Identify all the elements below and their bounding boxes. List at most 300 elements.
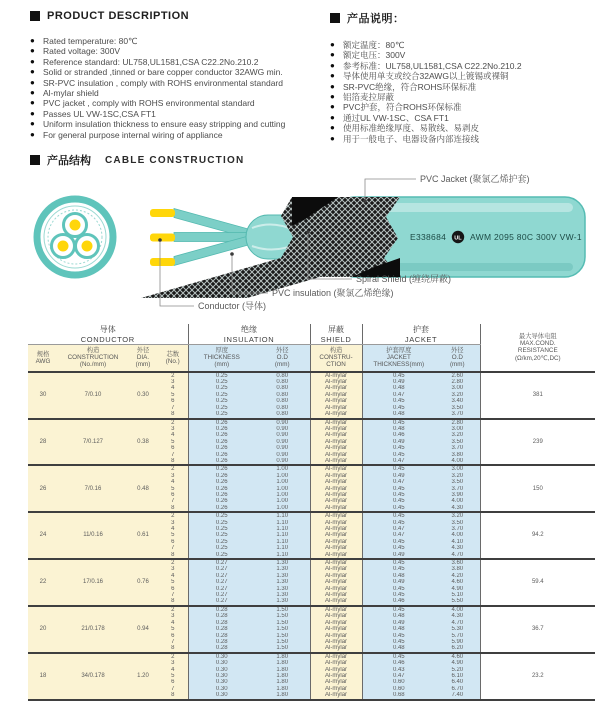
product-description-title-text: PRODUCT DESCRIPTION	[47, 10, 190, 22]
cell-ins-od: 1.50	[255, 620, 310, 626]
bullet-icon: ●	[30, 77, 35, 87]
cell-jacket-od: 3.70	[435, 445, 480, 451]
cell-ins-thickness: 0.27	[188, 573, 255, 579]
column-header-construction: 构造 CONSTRUCTION (No./mm)	[58, 345, 128, 372]
list-item-text: 通过UL VW-1SC、CSA FT1	[343, 112, 449, 123]
cell-ins-thickness: 0.28	[188, 645, 255, 652]
cell-construction: 7/0.10	[58, 372, 128, 419]
cell-cores: 5	[158, 626, 188, 632]
cell-jacket-od: 4.90	[435, 586, 480, 592]
cell-shield-construction: Al-mylar	[310, 465, 362, 472]
cell-jacket-thickness: 0.49	[362, 552, 435, 559]
list-item-text: 参考标准：UL758,UL1581,CSA C22.2No.210.2	[343, 60, 522, 71]
list-item	[330, 50, 603, 60]
cell-ins-od: 0.80	[255, 411, 310, 418]
marking-spec-text: AWM 2095 80C 300V VW-1	[470, 232, 582, 243]
spec-row	[28, 372, 595, 379]
cell-ins-od: 1.00	[255, 479, 310, 485]
cell-jacket-od: 3.00	[435, 385, 480, 391]
list-item	[330, 71, 603, 81]
cell-cores: 8	[158, 692, 188, 699]
cell-jacket-od: 2.80	[435, 379, 480, 385]
cell-ins-od: 1.10	[255, 520, 310, 526]
cell-cores: 8	[158, 598, 188, 605]
cell-jacket-thickness: 0.47	[362, 458, 435, 465]
column-header-jacket-thickness: 护套厚度 JACKET THICKNESS(mm)	[362, 345, 435, 372]
cell-cores: 7	[158, 405, 188, 411]
cell-ins-od: 0.80	[255, 405, 310, 411]
cell-ins-od: 0.90	[255, 452, 310, 458]
group-header-row	[28, 324, 595, 345]
cell-ins-thickness: 0.26	[188, 465, 255, 472]
cell-ins-thickness: 0.30	[188, 686, 255, 692]
cell-ins-od: 1.00	[255, 498, 310, 504]
cell-jacket-od: 3.20	[435, 392, 480, 398]
cell-cores: 2	[158, 419, 188, 426]
cell-shield-construction: Al-mylar	[310, 660, 362, 666]
bullet-icon: ●	[30, 46, 35, 56]
cell-ins-thickness: 0.26	[188, 432, 255, 438]
cell-awg: 24	[28, 512, 58, 559]
list-item-text: SR-PVC绝缘，符合ROHS环保标准	[343, 81, 477, 92]
list-item	[30, 67, 316, 77]
description-section	[0, 0, 603, 144]
column-header-awg: 规格 AWG	[28, 345, 58, 372]
cell-ins-thickness: 0.27	[188, 566, 255, 572]
cell-jacket-thickness: 0.49	[362, 620, 435, 626]
cell-ins-thickness: 0.28	[188, 626, 255, 632]
cell-cores: 3	[158, 473, 188, 479]
cell-jacket-od: 2.80	[435, 419, 480, 426]
cell-jacket-thickness: 0.45	[362, 419, 435, 426]
cell-ins-thickness: 0.27	[188, 598, 255, 605]
cell-jacket-od: 3.50	[435, 439, 480, 445]
wire-fan	[150, 209, 252, 267]
cell-cores: 6	[158, 633, 188, 639]
group-shield-en: SHIELD	[320, 335, 352, 345]
cable-construction-diagram	[0, 170, 603, 320]
cell-shield-construction: Al-mylar	[310, 667, 362, 673]
cell-jacket-od: 5.10	[435, 592, 480, 598]
spec-row	[28, 512, 595, 519]
group-insulation-zh: 绝缘	[241, 325, 258, 335]
resistance-header-line: (Ω/km,20℃,DC)	[514, 354, 561, 362]
list-item-text: PVC jacket , comply with ROHS environmental standard	[43, 98, 255, 109]
group-header-insulation	[188, 324, 310, 345]
cell-jacket-thickness: 0.60	[362, 686, 435, 692]
label-conductor: Conductor (导体)	[198, 301, 267, 312]
cell-ins-od: 0.80	[255, 385, 310, 391]
list-item	[330, 123, 603, 133]
cell-jacket-od: 4.30	[435, 545, 480, 551]
bullet-icon: ●	[330, 92, 335, 102]
cell-jacket-od: 4.10	[435, 539, 480, 545]
cell-ins-thickness: 0.26	[188, 473, 255, 479]
cell-shield-construction: Al-mylar	[310, 545, 362, 551]
cell-jacket-od: 4.00	[435, 458, 480, 465]
cell-jacket-thickness: 0.45	[362, 405, 435, 411]
cell-jacket-od: 5.30	[435, 626, 480, 632]
cell-jacket-od: 7.40	[435, 692, 480, 699]
cell-cores: 7	[158, 498, 188, 504]
square-bullet-icon	[30, 11, 40, 21]
column-header-shield-construction: 构造 CONSTRU- CTION	[310, 345, 362, 372]
cell-resistance: 94.2	[480, 512, 595, 559]
cell-shield-construction: Al-mylar	[310, 411, 362, 418]
cell-jacket-od: 3.80	[435, 452, 480, 458]
cell-shield-construction: Al-mylar	[310, 492, 362, 498]
cell-jacket-od: 3.20	[435, 512, 480, 519]
cell-ins-od: 1.10	[255, 552, 310, 559]
cell-ins-thickness: 0.30	[188, 660, 255, 666]
cell-resistance: 239	[480, 419, 595, 466]
cell-jacket-od: 4.70	[435, 620, 480, 626]
product-notes-list	[330, 40, 603, 144]
cell-shield-construction: Al-mylar	[310, 566, 362, 572]
cell-jacket-od: 4.00	[435, 498, 480, 504]
group-header-conductor	[28, 324, 188, 345]
cell-jacket-od: 4.30	[435, 505, 480, 512]
cell-ins-thickness: 0.25	[188, 398, 255, 404]
cell-jacket-od: 3.70	[435, 411, 480, 418]
cell-cores: 3	[158, 426, 188, 432]
cell-ins-thickness: 0.28	[188, 639, 255, 645]
cell-shield-construction: Al-mylar	[310, 639, 362, 645]
cell-ins-thickness: 0.25	[188, 379, 255, 385]
group-shield-zh: 屏蔽	[328, 325, 345, 335]
product-description-title	[30, 10, 316, 22]
cell-dia: 0.30	[128, 372, 158, 419]
group-conductor-zh: 导体	[99, 325, 116, 335]
cell-cores: 6	[158, 492, 188, 498]
cell-ins-thickness: 0.30	[188, 653, 255, 660]
cell-resistance: 381	[480, 372, 595, 419]
cell-cores: 7	[158, 686, 188, 692]
cell-cores: 7	[158, 452, 188, 458]
cell-shield-construction: Al-mylar	[310, 552, 362, 559]
cell-ins-thickness: 0.27	[188, 559, 255, 566]
bullet-icon: ●	[330, 60, 335, 70]
cell-jacket-thickness: 0.47	[362, 392, 435, 398]
cell-cores: 2	[158, 559, 188, 566]
cell-ins-od: 0.90	[255, 458, 310, 465]
cell-jacket-od: 6.70	[435, 686, 480, 692]
cell-ins-od: 1.00	[255, 492, 310, 498]
cell-jacket-thickness: 0.45	[362, 566, 435, 572]
cell-ins-od: 0.80	[255, 392, 310, 398]
list-item	[330, 92, 603, 102]
cell-shield-construction: Al-mylar	[310, 479, 362, 485]
bullet-icon: ●	[30, 36, 35, 45]
cell-cores: 6	[158, 586, 188, 592]
cell-jacket-od: 3.50	[435, 405, 480, 411]
cell-jacket-thickness: 0.46	[362, 660, 435, 666]
cell-cores: 3	[158, 379, 188, 385]
cell-shield-construction: Al-mylar	[310, 673, 362, 679]
cell-jacket-thickness: 0.48	[362, 426, 435, 432]
cell-cores: 6	[158, 445, 188, 451]
cell-ins-od: 0.90	[255, 439, 310, 445]
cell-ins-od: 1.30	[255, 586, 310, 592]
cell-cores: 5	[158, 579, 188, 585]
list-item-text: 额定电压：300V	[343, 50, 406, 61]
cell-ins-od: 1.50	[255, 639, 310, 645]
cell-ins-od: 1.00	[255, 473, 310, 479]
table-body	[28, 372, 595, 700]
list-item-text: Uniform insulation thickness to ensure easy stripping and cutting	[43, 119, 286, 130]
cell-jacket-thickness: 0.49	[362, 379, 435, 385]
bullet-icon: ●	[330, 123, 335, 133]
specification-table	[28, 324, 595, 701]
cell-shield-construction: Al-mylar	[310, 532, 362, 538]
list-item-text: Solid or stranded ,tinned or bare copper conductor 32AWG min.	[43, 67, 283, 78]
list-item-text: Rated voltage: 300V	[43, 46, 121, 57]
cell-cores: 3	[158, 613, 188, 619]
bullet-icon: ●	[330, 40, 335, 49]
product-description-list	[30, 36, 316, 140]
cell-ins-thickness: 0.25	[188, 526, 255, 532]
construction-title-zh: 产品结构	[47, 155, 91, 168]
list-item	[330, 113, 603, 123]
column-header-resistance	[480, 324, 595, 372]
cell-ins-od: 1.50	[255, 645, 310, 652]
cell-jacket-thickness: 0.45	[362, 498, 435, 504]
cell-shield-construction: Al-mylar	[310, 653, 362, 660]
cell-ins-od: 0.80	[255, 372, 310, 379]
cell-jacket-od: 4.60	[435, 579, 480, 585]
conductor-tip	[150, 258, 175, 266]
list-item	[330, 61, 603, 71]
cell-jacket-thickness: 0.45	[362, 465, 435, 472]
cell-jacket-thickness: 0.48	[362, 613, 435, 619]
cell-ins-od: 0.90	[255, 419, 310, 426]
cell-jacket-od: 3.00	[435, 426, 480, 432]
cell-jacket-thickness: 0.60	[362, 679, 435, 685]
cell-jacket-od: 6.10	[435, 673, 480, 679]
cell-ins-od: 1.00	[255, 465, 310, 472]
group-header-shield	[310, 324, 362, 345]
cell-jacket-thickness: 0.49	[362, 579, 435, 585]
construction-section-title	[30, 152, 603, 168]
product-notes-column	[316, 10, 603, 144]
bullet-icon: ●	[330, 102, 335, 112]
cell-cores: 6	[158, 539, 188, 545]
cell-jacket-od: 3.90	[435, 492, 480, 498]
cell-ins-thickness: 0.25	[188, 385, 255, 391]
cell-shield-construction: Al-mylar	[310, 620, 362, 626]
group-insulation-en: INSULATION	[223, 335, 275, 345]
cell-shield-construction: Al-mylar	[310, 526, 362, 532]
cell-cores: 7	[158, 545, 188, 551]
cell-jacket-thickness: 0.45	[362, 592, 435, 598]
cell-jacket-od: 5.20	[435, 667, 480, 673]
list-item	[330, 134, 603, 144]
cell-jacket-thickness: 0.43	[362, 667, 435, 673]
conductor-tip	[150, 234, 175, 242]
cell-shield-construction: Al-mylar	[310, 520, 362, 526]
cell-shield-construction: Al-mylar	[310, 505, 362, 512]
cell-jacket-thickness: 0.45	[362, 452, 435, 458]
cell-jacket-od: 3.50	[435, 479, 480, 485]
cell-shield-construction: Al-mylar	[310, 606, 362, 613]
cell-jacket-thickness: 0.47	[362, 532, 435, 538]
resistance-header-line: MAX.COND.	[519, 340, 556, 348]
cell-ins-od: 0.80	[255, 398, 310, 404]
cell-cores: 6	[158, 398, 188, 404]
cell-ins-thickness: 0.26	[188, 445, 255, 451]
label-spiral-shield: Spiral Shield (缠绕屏蔽)	[356, 274, 452, 285]
bullet-icon: ●	[30, 56, 35, 66]
bullet-icon: ●	[30, 88, 35, 98]
cell-shield-construction: Al-mylar	[310, 598, 362, 605]
cell-jacket-od: 3.70	[435, 526, 480, 532]
cell-ins-od: 0.90	[255, 426, 310, 432]
cell-dia: 0.48	[128, 465, 158, 512]
cell-jacket-od: 6.40	[435, 679, 480, 685]
cell-jacket-thickness: 0.45	[362, 639, 435, 645]
cell-jacket-od: 5.50	[435, 598, 480, 605]
cell-dia: 0.94	[128, 606, 158, 653]
cell-shield-construction: Al-mylar	[310, 372, 362, 379]
cell-jacket-thickness: 0.45	[362, 586, 435, 592]
cell-jacket-od: 6.20	[435, 645, 480, 652]
cell-jacket-od: 3.20	[435, 432, 480, 438]
list-item-text: 导体使用单支或绞合32AWG以上镀锡或裸铜	[343, 71, 509, 82]
resistance-header-line: 最大导体电阻	[518, 332, 557, 340]
cell-ins-od: 1.80	[255, 660, 310, 666]
cell-construction: 21/0.178	[58, 606, 128, 653]
cell-ins-thickness: 0.25	[188, 411, 255, 418]
cell-ins-od: 1.50	[255, 613, 310, 619]
list-item	[30, 98, 316, 108]
list-item-text: PVC护套，符合ROHS环保标准	[343, 102, 462, 113]
cell-ins-od: 0.80	[255, 379, 310, 385]
list-item	[30, 36, 316, 46]
cell-jacket-thickness: 0.45	[362, 512, 435, 519]
square-bullet-icon	[30, 155, 40, 165]
cell-jacket-od: 4.60	[435, 653, 480, 660]
cell-ins-thickness: 0.27	[188, 579, 255, 585]
cell-cores: 2	[158, 512, 188, 519]
cell-cores: 2	[158, 653, 188, 660]
cell-cores: 4	[158, 432, 188, 438]
cell-ins-od: 1.00	[255, 486, 310, 492]
column-header-cores: 芯数 (No.)	[158, 345, 188, 372]
cell-cores: 2	[158, 606, 188, 613]
cell-jacket-thickness: 0.45	[362, 606, 435, 613]
cell-ins-thickness: 0.26	[188, 439, 255, 445]
column-header-dia: 外径 DIA. (mm)	[128, 345, 158, 372]
cell-jacket-od: 3.70	[435, 486, 480, 492]
cell-ins-od: 1.50	[255, 633, 310, 639]
bullet-icon: ●	[330, 81, 335, 91]
cell-jacket-od: 4.90	[435, 660, 480, 666]
cell-jacket-od: 3.40	[435, 398, 480, 404]
cell-resistance: 59.4	[480, 559, 595, 606]
cell-shield-construction: Al-mylar	[310, 559, 362, 566]
cell-ins-thickness: 0.28	[188, 606, 255, 613]
cell-ins-thickness: 0.25	[188, 539, 255, 545]
cell-jacket-thickness: 0.48	[362, 645, 435, 652]
cell-jacket-thickness: 0.45	[362, 559, 435, 566]
cell-cores: 4	[158, 526, 188, 532]
cell-cores: 6	[158, 679, 188, 685]
cell-construction: 34/0.178	[58, 653, 128, 700]
cell-shield-construction: Al-mylar	[310, 392, 362, 398]
cell-ins-thickness: 0.25	[188, 520, 255, 526]
label-pvc-jacket: PVC Jacket (聚氯乙烯护套)	[420, 174, 530, 185]
cell-ins-thickness: 0.26	[188, 458, 255, 465]
cell-jacket-thickness: 0.46	[362, 598, 435, 605]
list-item-text: 额定温度：80℃	[343, 40, 405, 50]
list-item	[30, 130, 316, 140]
cell-ins-od: 1.80	[255, 686, 310, 692]
group-jacket-zh: 护套	[413, 325, 430, 335]
cell-jacket-od: 4.00	[435, 532, 480, 538]
cell-cores: 8	[158, 505, 188, 512]
cell-jacket-thickness: 0.48	[362, 573, 435, 579]
cell-shield-construction: Al-mylar	[310, 426, 362, 432]
cell-shield-construction: Al-mylar	[310, 379, 362, 385]
product-notes-title	[330, 10, 603, 26]
cell-cores: 8	[158, 458, 188, 465]
bullet-icon: ●	[30, 119, 35, 129]
cable-cross-section	[37, 199, 113, 275]
cell-ins-od: 1.10	[255, 526, 310, 532]
product-notes-title-text: 产品说明：	[347, 13, 405, 25]
cell-jacket-od: 5.90	[435, 639, 480, 645]
cell-ins-thickness: 0.30	[188, 679, 255, 685]
cell-cores: 2	[158, 465, 188, 472]
cell-awg: 20	[28, 606, 58, 653]
list-item-text: Rated temperature: 80℃	[43, 36, 138, 46]
bullet-icon: ●	[330, 133, 335, 143]
cell-cores: 4	[158, 573, 188, 579]
bullet-icon: ●	[330, 50, 335, 60]
spec-row	[28, 559, 595, 566]
bullet-icon: ●	[30, 108, 35, 118]
cell-awg: 18	[28, 653, 58, 700]
cell-cores: 5	[158, 532, 188, 538]
cell-jacket-thickness: 0.46	[362, 432, 435, 438]
conductor-tip	[150, 209, 175, 217]
cell-jacket-od: 3.60	[435, 559, 480, 566]
spiral-shield-band	[281, 197, 400, 277]
cell-shield-construction: Al-mylar	[310, 398, 362, 404]
cell-construction: 17/0.16	[58, 559, 128, 606]
cell-ins-thickness: 0.30	[188, 667, 255, 673]
bullet-icon: ●	[30, 129, 35, 139]
cell-ins-thickness: 0.30	[188, 673, 255, 679]
cell-shield-construction: Al-mylar	[310, 592, 362, 598]
ul-logo-text: UL	[454, 235, 462, 242]
cell-cores: 3	[158, 520, 188, 526]
cell-jacket-thickness: 0.45	[362, 486, 435, 492]
cell-jacket-thickness: 0.49	[362, 473, 435, 479]
cell-ins-od: 1.10	[255, 539, 310, 545]
spec-row	[28, 419, 595, 426]
cell-ins-thickness: 0.26	[188, 492, 255, 498]
list-item-text: Passes UL VW-1SC,CSA FT1	[43, 108, 156, 119]
cell-shield-construction: Al-mylar	[310, 432, 362, 438]
cell-ins-thickness: 0.26	[188, 426, 255, 432]
cell-jacket-thickness: 0.45	[362, 505, 435, 512]
cell-jacket-od: 4.70	[435, 552, 480, 559]
cell-cores: 8	[158, 645, 188, 652]
cell-cores: 7	[158, 592, 188, 598]
cell-shield-construction: Al-mylar	[310, 486, 362, 492]
marking-cert-number: E338684	[410, 232, 447, 243]
